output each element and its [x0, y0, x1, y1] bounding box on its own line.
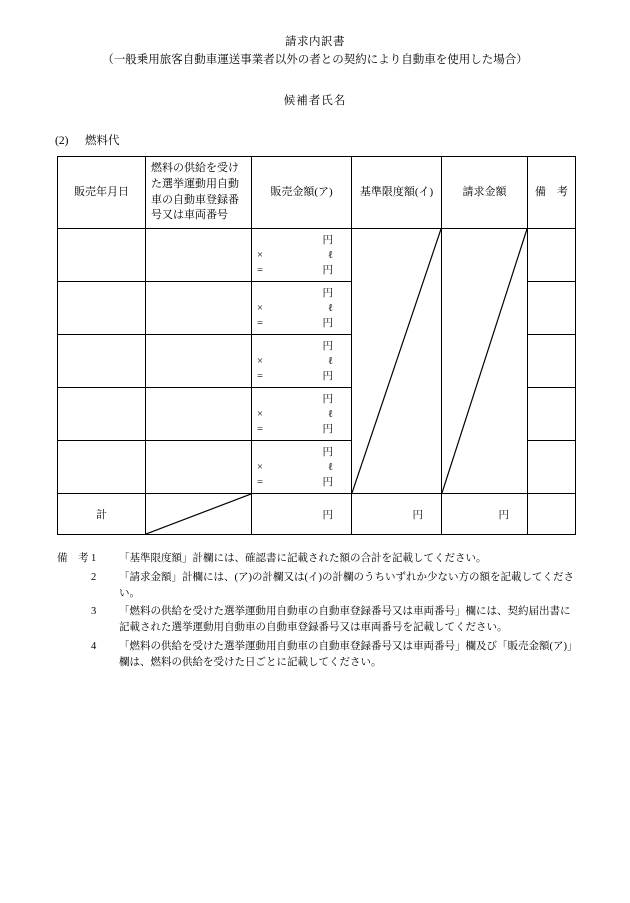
multiply-symbol: × — [257, 409, 263, 421]
total-vehicle-diagonal — [146, 494, 252, 535]
yen-unit-bottom: 円 — [322, 371, 333, 383]
section-title: 燃料代 — [85, 134, 120, 147]
table-header-row — [58, 156, 576, 229]
multiply-symbol: × — [257, 250, 263, 262]
note-number: 3 — [91, 606, 97, 618]
notes-label-spacer — [57, 570, 91, 605]
fuel-cost-table — [57, 156, 576, 536]
cell-sale-date[interactable] — [58, 335, 146, 388]
cell-sale-date[interactable] — [58, 388, 146, 441]
cell-sale-date[interactable] — [58, 229, 146, 282]
page-subtitle: （一般乗用旅客自動車運送事業者以外の者との契約により自動車を使用した場合） — [102, 54, 528, 67]
yen-unit-top: 円 — [322, 447, 333, 459]
cell-sales-amount[interactable] — [252, 282, 352, 335]
notes-label-spacer — [57, 639, 91, 674]
litre-unit: ℓ — [327, 462, 333, 474]
cell-remarks[interactable] — [528, 229, 576, 282]
yen-unit-top: 円 — [322, 394, 333, 406]
note-text: 「燃料の供給を受けた選挙運動用自動車の自動車登録番号又は車両番号」欄には、契約届出書に記載された選挙運動用自動車の自動車登録番号又は車両番号を記載してください。 — [119, 606, 571, 634]
yen-unit-bottom: 円 — [322, 424, 333, 436]
total-claim-amount[interactable]: 円 — [442, 494, 528, 535]
total-label: 計 — [58, 494, 146, 535]
cell-vehicle-number[interactable] — [146, 282, 252, 335]
cell-claim-amount-diagonal[interactable] — [442, 229, 528, 494]
total-sales-amount[interactable]: 円 — [252, 494, 352, 535]
cell-sales-amount[interactable] — [252, 441, 352, 494]
note-text: 「請求金額」計欄には、(ア)の計欄又は(イ)の計欄のうちいずれか少ない方の額を記載してください。 — [119, 571, 574, 599]
header-remarks: 備 考 — [528, 156, 576, 229]
note-number: 2 — [91, 571, 97, 583]
cell-remarks[interactable] — [528, 388, 576, 441]
section-number: (2) — [55, 134, 69, 147]
yen-unit-bottom: 円 — [322, 477, 333, 489]
litre-unit: ℓ — [327, 250, 333, 262]
equals-symbol: = — [257, 318, 263, 330]
header-vehicle-number: 燃料の供給を受けた選挙運動用自動車の自動車登録番号又は車両番号 — [146, 156, 252, 229]
cell-remarks[interactable] — [528, 282, 576, 335]
equals-symbol: = — [257, 477, 263, 489]
yen-unit-top: 円 — [322, 288, 333, 300]
litre-unit: ℓ — [327, 409, 333, 421]
note-item — [57, 604, 577, 639]
equals-symbol: = — [257, 265, 263, 277]
cell-sales-amount[interactable] — [252, 388, 352, 441]
cell-vehicle-number[interactable] — [146, 388, 252, 441]
note-number: 1 — [91, 553, 97, 565]
table-total-row — [58, 494, 576, 535]
total-remarks[interactable] — [528, 494, 576, 535]
cell-sale-date[interactable] — [58, 282, 146, 335]
multiply-symbol: × — [257, 462, 263, 474]
cell-limit-amount-diagonal[interactable] — [352, 229, 442, 494]
total-limit-amount[interactable]: 円 — [352, 494, 442, 535]
equals-symbol: = — [257, 371, 263, 383]
header-claim-amount: 請求金額 — [442, 156, 528, 229]
notes-label-spacer — [57, 604, 91, 639]
note-item — [57, 551, 577, 569]
candidate-name-label: 候補者氏名 — [283, 94, 347, 107]
note-text: 「基準限度額」計欄には、確認書に記載された額の合計を記載してください。 — [119, 553, 487, 565]
header-sales-amount: 販売金額(ア) — [252, 156, 352, 229]
header-sale-date: 販売年月日 — [58, 156, 146, 229]
yen-unit-bottom: 円 — [322, 265, 333, 277]
cell-remarks[interactable] — [528, 335, 576, 388]
yen-unit-top: 円 — [322, 235, 333, 247]
table-row — [58, 229, 576, 282]
cell-sales-amount[interactable] — [252, 229, 352, 282]
note-number: 4 — [91, 640, 97, 652]
notes-section — [55, 551, 575, 673]
yen-unit-bottom: 円 — [322, 318, 333, 330]
section-heading — [55, 132, 575, 148]
note-item — [57, 570, 577, 605]
multiply-symbol: × — [257, 356, 263, 368]
notes-label: 備 考 — [57, 553, 89, 565]
cell-sale-date[interactable] — [58, 441, 146, 494]
title-block — [55, 34, 575, 70]
litre-unit: ℓ — [327, 356, 333, 368]
cell-vehicle-number[interactable] — [146, 441, 252, 494]
note-item — [57, 639, 577, 674]
cell-sales-amount[interactable] — [252, 335, 352, 388]
cell-remarks[interactable] — [528, 441, 576, 494]
page-title: 請求内訳書 — [285, 36, 345, 48]
multiply-symbol: × — [257, 303, 263, 315]
equals-symbol: = — [257, 424, 263, 436]
cell-vehicle-number[interactable] — [146, 229, 252, 282]
litre-unit: ℓ — [327, 303, 333, 315]
cell-vehicle-number[interactable] — [146, 335, 252, 388]
note-text: 「燃料の供給を受けた選挙運動用自動車の自動車登録番号又は車両番号」欄及び「販売金額(ア)」欄は、燃料の供給を受けた日ごとに記載してください。 — [119, 640, 573, 668]
yen-unit-top: 円 — [322, 341, 333, 353]
header-limit-amount: 基準限度額(イ) — [352, 156, 442, 229]
